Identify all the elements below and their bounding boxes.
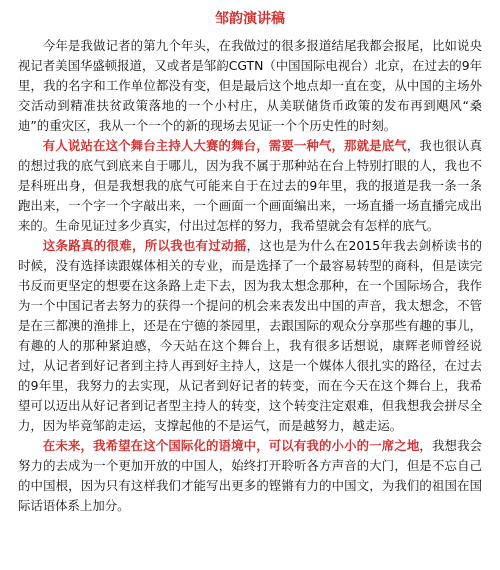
paragraph-1 [18,36,482,136]
paragraph-3-highlight: 这条路真的很难，所以我也有过动摇 [42,238,247,253]
paragraph-3 [18,236,482,436]
paragraph-4-highlight: 在未来，我希望在这个国际化的语境中，可以有我的小小的一席之地 [42,438,420,453]
paragraph-4 [18,436,482,516]
document-title: 邹韵演讲稿 [215,11,285,27]
paragraph-3-text: ，这也是为什么在2015年我去剑桥读书的时候，没有选择读跟媒体相关的专业，而是选择了一个最容易转型的商科，但是读完书反而更坚定的想要在这条路上走下去，因为我太想念那种，在一个国际场合，我作为一个中国记者去努力的获得一个提问的机会来表发出中国的声音，我太想念，不管是在三都澳的渔排上，还是在宁德的茶园里，去跟国际的观众分享那些有趣的事儿，有趣的人的那种紧迫感，今天站在这个舞台上，我有很多话想说，康辉老师曾经说过，从记者到好记者到主持人再到好主持人，这是一个媒体人很扎实的路径，在过去的9年里，我努力的去实现，从记者到好记者的转变，而在今天在这个舞台上，我希望可以迈出从好记者到记者型主持人的转变，这个转变注定艰难，但我想我会拼尽全力，因为毕竟邹韵走运，支撑起他的不是运气，而是越努力，越走运。 [18,238,482,433]
paragraph-2 [18,136,482,236]
paragraph-2-text: ，我也很认真的想过我的底气到底来自于哪儿，因为我不属于那种站在台上特别打眼的人，我也不是科班出身，但是我想我的底气可能来自于在过去的9年里，我的报道是我一条一条跑出来，一个字一个字敲出来，一个画面一个画面编出来，一场直播一场直播完成出来的。生命见证过多少真实，付出过怎样的努力，我希望就会有怎样的底气。 [18,138,483,233]
paragraph-2-highlight: 有人说站在这个舞台主持人大赛的舞台，需要一种气，那就是底气 [42,138,407,153]
paragraph-4-text: ，我想我会努力的去成为一个更加开放的中国人，始终打开聆听各方声音的大门，但是不忘自己的中国根，因为只有这样我们才能写出更多的铿锵有力的中国文，为我们的祖国在国际话语体系上加分。 [18,438,483,513]
paragraph-1-text: 今年是我做记者的第九个年头，在我做过的很多报道结尾我都会报尾，比如说央视记者美国华盛顿报道，又或者是邹韵CGTN（中国国际电视台）北京，在过去的9年里，我的名字和工作单位都没有变，但是最后这个地点却一直在变，从中国的主场外交活动到精准扶贫政策落地的一个小村庄，从美联储货币政策的发布再到飓风“桑迪”的重灾区，我从一个一个的新的现场去见证一个个历史性的时刻。 [18,38,482,133]
